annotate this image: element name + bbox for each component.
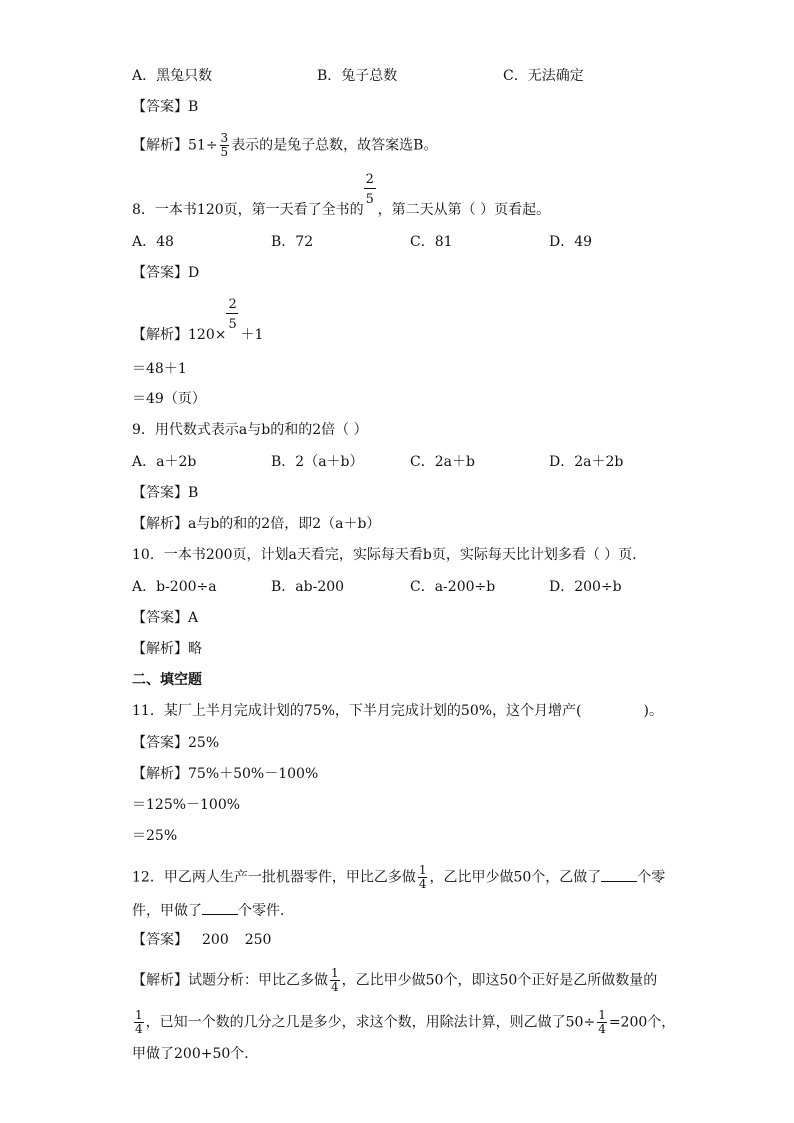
q7-answer: 【答案】B <box>132 99 199 115</box>
q12-analysis2-frac-num: 1 <box>135 1008 143 1022</box>
q12-analysis-post: ，乙比甲少做50个，即这50个正好是乙所做数量的 <box>341 972 658 989</box>
q12-stem2-post: 个零件． <box>238 903 294 919</box>
q7-fraction <box>220 132 230 159</box>
q7-analysis-post: 表示的是兔子总数，故答案选B。 <box>231 137 438 154</box>
q12-blank-1 <box>601 867 637 882</box>
q7-frac-den: 5 <box>220 145 229 159</box>
q9-stem: 9．用代数式表示a与b的和的2倍（ ） <box>132 422 368 438</box>
q9-option-a: A．a＋2b <box>132 454 197 470</box>
q11-stem-pre: 11．某厂上半月完成计划的75%，下半月完成计划的50%，这个月增产( <box>132 703 582 719</box>
q8-answer: 【答案】D <box>132 265 200 281</box>
q7-analysis-pre: 51÷ <box>188 137 218 154</box>
q8-frac-den: 5 <box>365 192 374 207</box>
section-title: 二、填空题 <box>132 672 202 688</box>
q8-analysis-fraction <box>226 297 240 344</box>
q10-option-b: B．ab-200 <box>271 579 345 595</box>
q12-stem-pre: 12．甲乙两人生产一批机器零件，甲比乙多做 <box>132 869 416 886</box>
q8-option-b: B．72 <box>271 234 314 250</box>
q10-analysis: 【解析】略 <box>132 641 202 657</box>
q8-option-d: D．49 <box>549 234 593 250</box>
q8-option-c: C．81 <box>410 234 453 250</box>
q12-frac-num: 1 <box>418 863 427 877</box>
q12-stem-mid: ，乙比甲少做50个，乙做了 <box>429 869 602 886</box>
q12-analysis-line-2 <box>132 1009 675 1036</box>
q8-analysis-pre: 【解析】120× <box>132 327 227 343</box>
q12-blank-2 <box>202 900 238 915</box>
q11-answer: 【答案】25% <box>132 735 220 751</box>
q12-analysis2-frac2-den: 4 <box>598 1022 606 1036</box>
q8-option-a: A．48 <box>132 234 174 250</box>
q11-step-2: ＝25% <box>132 828 178 844</box>
q11-analysis: 【解析】75%＋50%－100% <box>132 766 319 782</box>
q8-stem <box>132 172 551 219</box>
q8-analysis-frac-num: 2 <box>228 297 237 312</box>
q12-analysis-line-3: 甲做了200+50个． <box>132 1046 259 1062</box>
q8-fraction <box>364 172 378 219</box>
q12-stem-line-2 <box>132 900 294 920</box>
q12-fraction <box>418 864 428 891</box>
q8-analysis-frac-bar <box>226 313 238 314</box>
q12-stem-line-1 <box>132 864 665 891</box>
q7-option-a: A．黑兔只数 <box>132 68 213 84</box>
q9-analysis: 【解析】a与b的和的2倍，即2（a＋b） <box>132 516 381 532</box>
q7-analysis-label: 【解析】 <box>132 137 188 154</box>
q8-stem-post: ，第二天从第（ ）页看起。 <box>377 202 551 218</box>
q7-analysis <box>132 132 437 159</box>
q11-stem-post: )。 <box>643 703 663 719</box>
q12-analysis-frac-den: 4 <box>331 980 339 994</box>
q8-stem-pre: 8．一本书120页，第一天看了全书的 <box>132 202 364 218</box>
q10-option-d: D．200÷b <box>549 579 622 595</box>
q12-stem2-pre: 件，甲做了 <box>132 903 202 919</box>
q8-step-1: ＝48＋1 <box>132 361 187 377</box>
q10-stem: 10．一本书200页，计划a天看完，实际每天看b页，实际每天比计划多看（ ）页． <box>132 547 647 563</box>
q12-stem-post: 个零 <box>637 869 666 886</box>
q7-option-b: B．兔子总数 <box>317 68 398 84</box>
q11-stem <box>132 702 663 720</box>
q12-answer-2: 250 <box>244 932 272 948</box>
q8-frac-num: 2 <box>365 172 374 187</box>
q12-analysis-pre: 【解析】试题分析：甲比乙多做 <box>132 972 328 989</box>
q8-step-2: ＝49（页） <box>132 391 206 407</box>
q7-option-c: C．无法确定 <box>503 68 584 84</box>
q12-analysis2-post: =200个， <box>608 1014 676 1031</box>
q12-answer-1: 200 <box>202 932 229 948</box>
q12-analysis-frac-num: 1 <box>331 966 339 980</box>
q9-option-d: D．2a＋2b <box>549 454 624 470</box>
q8-analysis-frac-den: 5 <box>228 317 237 332</box>
q12-analysis2-frac2-num: 1 <box>598 1008 606 1022</box>
q12-analysis2-frac-den: 4 <box>135 1022 143 1036</box>
q9-option-b: B．2（a＋b） <box>271 454 364 470</box>
q12-analysis-line-1 <box>132 967 657 994</box>
q8-analysis <box>132 297 264 344</box>
q12-answer-label: 【答案】 <box>132 932 188 948</box>
q11-step-1: ＝125%－100% <box>132 797 241 813</box>
q7-frac-num: 3 <box>220 131 229 145</box>
q12-answer <box>132 931 271 949</box>
q8-analysis-post: ＋1 <box>240 327 264 343</box>
q12-analysis2-fraction-2 <box>597 1009 607 1036</box>
q9-option-c: C．2a＋b <box>410 454 475 470</box>
q10-answer: 【答案】A <box>132 610 199 626</box>
q10-option-c: C．a-200÷b <box>410 579 496 595</box>
q8-frac-bar <box>364 188 376 189</box>
q12-analysis2-mid: ，已知一个数的几分之几是多少，求这个数，用除法计算，则乙做了50÷ <box>145 1014 596 1031</box>
q12-analysis2-fraction <box>134 1009 144 1036</box>
q10-option-a: A．b-200÷a <box>132 579 217 595</box>
q12-frac-den: 4 <box>418 877 427 891</box>
q9-answer: 【答案】B <box>132 485 199 501</box>
q12-analysis-fraction <box>330 967 340 994</box>
